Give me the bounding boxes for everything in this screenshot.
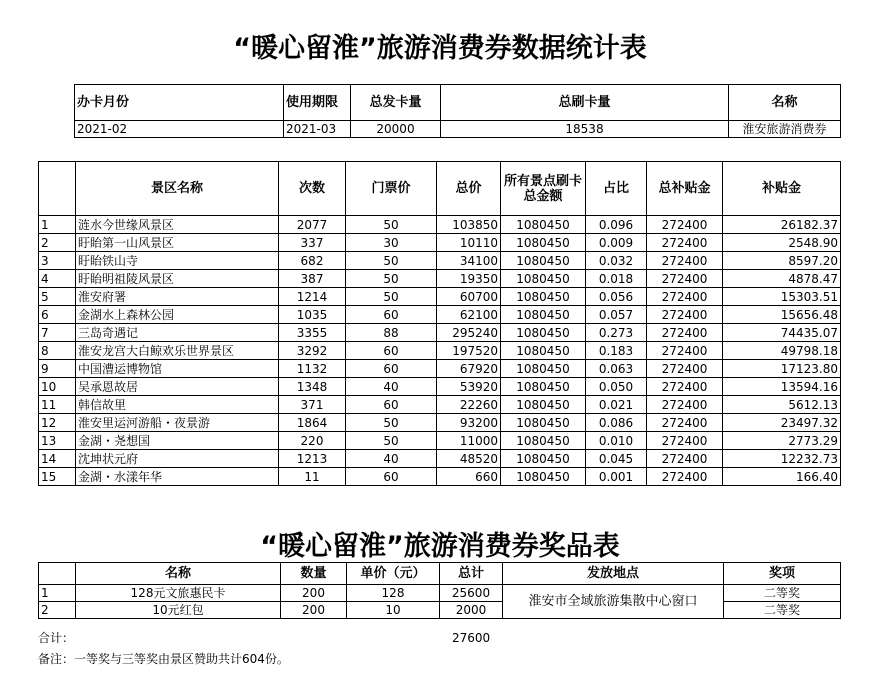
- prize-row-quantity: 200: [281, 585, 347, 602]
- row-total-subsidy: 272400: [647, 414, 723, 432]
- row-total-price: 48520: [437, 450, 501, 468]
- row-index: 10: [39, 378, 76, 396]
- row-total-subsidy: 272400: [647, 270, 723, 288]
- summary-table: [74, 84, 841, 138]
- row-index: 11: [39, 396, 76, 414]
- row-ratio: 0.050: [586, 378, 647, 396]
- summary-period: 2021-03: [284, 121, 351, 138]
- row-scenic-name: 金湖水上森林公园: [76, 306, 279, 324]
- table-row: [39, 396, 841, 414]
- row-count: 3355: [279, 324, 346, 342]
- row-subsidy: 8597.20: [723, 252, 841, 270]
- row-total-subsidy: 272400: [647, 288, 723, 306]
- row-total-subsidy: 272400: [647, 342, 723, 360]
- row-all-swipe-total: 1080450: [501, 216, 586, 234]
- row-total-price: 22260: [437, 396, 501, 414]
- prize-row-unit-price: 10: [347, 602, 440, 619]
- row-ratio: 0.056: [586, 288, 647, 306]
- row-count: 2077: [279, 216, 346, 234]
- row-ticket-price: 60: [346, 360, 437, 378]
- prize-row-award: 二等奖: [724, 585, 841, 602]
- row-count: 11: [279, 468, 346, 486]
- scenic-stats-table: [38, 161, 841, 486]
- row-subsidy: 49798.18: [723, 342, 841, 360]
- row-ticket-price: 50: [346, 216, 437, 234]
- row-count: 1213: [279, 450, 346, 468]
- row-total-price: 11000: [437, 432, 501, 450]
- row-index: 15: [39, 468, 76, 486]
- summary-header-issued: 总发卡量: [351, 85, 441, 121]
- row-total-price: 295240: [437, 324, 501, 342]
- prize-row-total: 2000: [440, 602, 503, 619]
- prize-row-name: 10元红包: [76, 602, 281, 619]
- summary-header-period: 使用期限: [284, 85, 351, 121]
- row-total-subsidy: 272400: [647, 324, 723, 342]
- row-index: 1: [39, 216, 76, 234]
- table-row: [39, 324, 841, 342]
- header-total-subsidy: 总补贴金: [647, 162, 723, 216]
- summary-month: 2021-02: [75, 121, 284, 138]
- row-scenic-name: 吴承恩故居: [76, 378, 279, 396]
- row-ticket-price: 60: [346, 342, 437, 360]
- header-subsidy: 补贴金: [723, 162, 841, 216]
- row-scenic-name: 金湖・水漾年华: [76, 468, 279, 486]
- table-row: [39, 360, 841, 378]
- row-scenic-name: 盱眙明祖陵风景区: [76, 270, 279, 288]
- row-total-price: 10110: [437, 234, 501, 252]
- row-count: 3292: [279, 342, 346, 360]
- table-row: [39, 378, 841, 396]
- row-index: 9: [39, 360, 76, 378]
- row-total-price: 34100: [437, 252, 501, 270]
- prize-row-name: 128元文旅惠民卡: [76, 585, 281, 602]
- row-scenic-name: 三岛奇遇记: [76, 324, 279, 342]
- page-title: “暖心留淮”旅游消费券数据统计表: [233, 33, 647, 64]
- row-subsidy: 17123.80: [723, 360, 841, 378]
- row-scenic-name: 韩信故里: [76, 396, 279, 414]
- row-all-swipe-total: 1080450: [501, 360, 586, 378]
- row-index: 12: [39, 414, 76, 432]
- row-all-swipe-total: 1080450: [501, 396, 586, 414]
- prize-header-unit-price: 单价（元）: [347, 563, 440, 585]
- summary-header-name: 名称: [729, 85, 841, 121]
- prize-header-index: [39, 563, 76, 585]
- row-scenic-name: 盱眙铁山寺: [76, 252, 279, 270]
- row-ratio: 0.063: [586, 360, 647, 378]
- header-ticket-price: 门票价: [346, 162, 437, 216]
- prize-header-total: 总计: [440, 563, 503, 585]
- total-label: 合计：: [38, 631, 75, 645]
- row-ratio: 0.086: [586, 414, 647, 432]
- row-index: 5: [39, 288, 76, 306]
- table-row: [39, 450, 841, 468]
- row-total-subsidy: 272400: [647, 450, 723, 468]
- row-all-swipe-total: 1080450: [501, 450, 586, 468]
- row-ratio: 0.018: [586, 270, 647, 288]
- prize-row-unit-price: 128: [347, 585, 440, 602]
- row-total-subsidy: 272400: [647, 378, 723, 396]
- row-subsidy: 13594.16: [723, 378, 841, 396]
- row-total-price: 103850: [437, 216, 501, 234]
- row-all-swipe-total: 1080450: [501, 414, 586, 432]
- prize-header-location: 发放地点: [503, 563, 724, 585]
- prize-row-total: 25600: [440, 585, 503, 602]
- row-total-price: 53920: [437, 378, 501, 396]
- row-all-swipe-total: 1080450: [501, 342, 586, 360]
- row-index: 2: [39, 234, 76, 252]
- row-count: 1035: [279, 306, 346, 324]
- row-count: 337: [279, 234, 346, 252]
- total-value: 27600: [452, 631, 491, 645]
- row-total-price: 62100: [437, 306, 501, 324]
- remark: 备注：一等奖与三等奖由景区赞助共计604份。: [38, 652, 289, 666]
- prize-header-award: 奖项: [724, 563, 841, 585]
- row-count: 387: [279, 270, 346, 288]
- prize-row-index: 1: [39, 585, 76, 602]
- row-subsidy: 5612.13: [723, 396, 841, 414]
- row-total-price: 60700: [437, 288, 501, 306]
- row-all-swipe-total: 1080450: [501, 432, 586, 450]
- row-count: 1864: [279, 414, 346, 432]
- row-index: 14: [39, 450, 76, 468]
- row-count: 1348: [279, 378, 346, 396]
- row-all-swipe-total: 1080450: [501, 252, 586, 270]
- row-all-swipe-total: 1080450: [501, 234, 586, 252]
- header-index: [39, 162, 76, 216]
- summary-header-swiped: 总刷卡量: [441, 85, 729, 121]
- row-index: 3: [39, 252, 76, 270]
- row-count: 682: [279, 252, 346, 270]
- table-row: [39, 288, 841, 306]
- scenic-rows: [39, 216, 841, 486]
- header-scenic-name: 景区名称: [76, 162, 279, 216]
- row-subsidy: 4878.47: [723, 270, 841, 288]
- prize-row-award: 二等奖: [724, 602, 841, 619]
- row-ticket-price: 50: [346, 270, 437, 288]
- row-subsidy: 15656.48: [723, 306, 841, 324]
- row-total-subsidy: 272400: [647, 216, 723, 234]
- row-ratio: 0.021: [586, 396, 647, 414]
- prize-row-index: 2: [39, 602, 76, 619]
- row-ticket-price: 30: [346, 234, 437, 252]
- row-ticket-price: 60: [346, 306, 437, 324]
- row-count: 1214: [279, 288, 346, 306]
- row-scenic-name: 淮安府署: [76, 288, 279, 306]
- row-scenic-name: 沈坤状元府: [76, 450, 279, 468]
- table-row: [39, 468, 841, 486]
- row-all-swipe-total: 1080450: [501, 468, 586, 486]
- row-total-subsidy: 272400: [647, 234, 723, 252]
- row-subsidy: 74435.07: [723, 324, 841, 342]
- row-total-subsidy: 272400: [647, 306, 723, 324]
- row-count: 220: [279, 432, 346, 450]
- header-all-swipe-total: 所有景点刷卡总金额: [501, 162, 586, 216]
- prize-table-title: “暖心留淮”旅游消费券奖品表: [260, 531, 620, 562]
- row-subsidy: 15303.51: [723, 288, 841, 306]
- table-row: [39, 585, 841, 602]
- row-ticket-price: 50: [346, 432, 437, 450]
- row-total-price: 93200: [437, 414, 501, 432]
- row-all-swipe-total: 1080450: [501, 306, 586, 324]
- row-all-swipe-total: 1080450: [501, 324, 586, 342]
- row-scenic-name: 淮安龙宫大白鲸欢乐世界景区: [76, 342, 279, 360]
- row-ratio: 0.045: [586, 450, 647, 468]
- row-total-price: 67920: [437, 360, 501, 378]
- row-all-swipe-total: 1080450: [501, 270, 586, 288]
- table-row: [39, 216, 841, 234]
- row-index: 7: [39, 324, 76, 342]
- row-subsidy: 166.40: [723, 468, 841, 486]
- table-row: [39, 306, 841, 324]
- row-ticket-price: 40: [346, 450, 437, 468]
- row-scenic-name: 盱眙第一山风景区: [76, 234, 279, 252]
- prize-header-quantity: 数量: [281, 563, 347, 585]
- table-row: [39, 252, 841, 270]
- row-ratio: 0.001: [586, 468, 647, 486]
- row-ratio: 0.057: [586, 306, 647, 324]
- row-subsidy: 2773.29: [723, 432, 841, 450]
- row-ticket-price: 50: [346, 252, 437, 270]
- table-row: [39, 270, 841, 288]
- row-count: 1132: [279, 360, 346, 378]
- table-row: [39, 432, 841, 450]
- row-total-subsidy: 272400: [647, 396, 723, 414]
- header-ratio: 占比: [586, 162, 647, 216]
- table-row: [39, 234, 841, 252]
- row-ratio: 0.183: [586, 342, 647, 360]
- row-total-subsidy: 272400: [647, 252, 723, 270]
- row-ticket-price: 60: [346, 468, 437, 486]
- table-row: [39, 414, 841, 432]
- row-ticket-price: 60: [346, 396, 437, 414]
- table-row: [39, 342, 841, 360]
- row-total-price: 19350: [437, 270, 501, 288]
- row-count: 371: [279, 396, 346, 414]
- prize-header-name: 名称: [76, 563, 281, 585]
- row-ratio: 0.009: [586, 234, 647, 252]
- row-ticket-price: 50: [346, 288, 437, 306]
- row-total-subsidy: 272400: [647, 432, 723, 450]
- row-scenic-name: 涟水今世缘风景区: [76, 216, 279, 234]
- row-ratio: 0.273: [586, 324, 647, 342]
- row-scenic-name: 金湖・尧想国: [76, 432, 279, 450]
- prize-row-quantity: 200: [281, 602, 347, 619]
- header-count: 次数: [279, 162, 346, 216]
- row-total-price: 197520: [437, 342, 501, 360]
- summary-swiped: 18538: [441, 121, 729, 138]
- row-index: 13: [39, 432, 76, 450]
- row-ratio: 0.010: [586, 432, 647, 450]
- row-scenic-name: 淮安里运河游船・夜景游: [76, 414, 279, 432]
- summary-issued: 20000: [351, 121, 441, 138]
- row-total-subsidy: 272400: [647, 360, 723, 378]
- summary-name: 淮安旅游消费券: [729, 121, 841, 138]
- row-total-price: 660: [437, 468, 501, 486]
- row-index: 8: [39, 342, 76, 360]
- row-ratio: 0.096: [586, 216, 647, 234]
- row-index: 4: [39, 270, 76, 288]
- summary-header-month: 办卡月份: [75, 85, 284, 121]
- row-subsidy: 26182.37: [723, 216, 841, 234]
- row-ticket-price: 40: [346, 378, 437, 396]
- row-subsidy: 23497.32: [723, 414, 841, 432]
- row-ratio: 0.032: [586, 252, 647, 270]
- header-total-price: 总价: [437, 162, 501, 216]
- row-subsidy: 12232.73: [723, 450, 841, 468]
- prize-location: 淮安市全域旅游集散中心窗口: [503, 585, 724, 619]
- row-all-swipe-total: 1080450: [501, 288, 586, 306]
- row-index: 6: [39, 306, 76, 324]
- row-all-swipe-total: 1080450: [501, 378, 586, 396]
- row-scenic-name: 中国漕运博物馆: [76, 360, 279, 378]
- row-subsidy: 2548.90: [723, 234, 841, 252]
- row-total-subsidy: 272400: [647, 468, 723, 486]
- prize-table: [38, 562, 841, 619]
- row-ticket-price: 88: [346, 324, 437, 342]
- row-ticket-price: 50: [346, 414, 437, 432]
